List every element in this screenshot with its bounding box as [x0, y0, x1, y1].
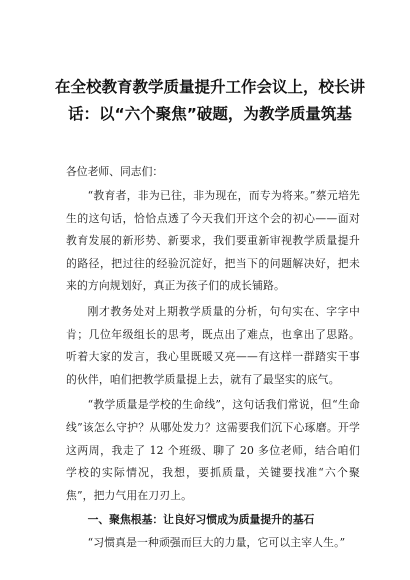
title-line-1: 在全校教育教学质量提升工作会议上，校长讲	[54, 78, 365, 96]
document-title	[54, 0, 366, 128]
section-heading: 一、聚焦根基：让良好习惯成为质量提升的基石	[87, 513, 315, 527]
paragraph-2: 刚才教务处对上期教学质量的分析，句句实在、字字中肯；几位年级组长的思考，既点出了难点，也拿出了思路。听着大家的发言，我心里既暖又亮——有这样一群踏实干事的伙伴，咱们把教学质量提上去，就有了最坚实的底气。	[66, 304, 360, 386]
paragraph-1: “教育者，非为已往，非为现在，而专为将来。”蔡元培先生的这句话，恰恰点透了今天我们开这个会的初心——面对教育发展的新形势、新要求，我们要重新审视教学质量提升的路径，把过往的经验沉淀好，把当下的问题解决好，把未来的方向规划好，真正为孩子们的成长铺路。	[66, 189, 360, 293]
title-line-2: 话：以“六个聚焦”破题，为教学质量筑基	[68, 105, 352, 123]
paragraph-3: “教学质量是学校的生命线”，这句话我们常说，但“生命线”该怎么守护？从哪处发力？这需要我们沉下心琢磨。开学这两周，我走了 12 个班级、聊了 20 多位老师，结合咱们学校的实际情况，我想，要抓质量，关键要找准“六个聚焦”，把力气用在刀刃上。	[66, 398, 360, 502]
salutation: 各位老师、同志们：	[66, 165, 164, 178]
closing-paragraph: “习惯真是一种顽强而巨大的力量，它可以主宰人生。”	[87, 535, 346, 549]
